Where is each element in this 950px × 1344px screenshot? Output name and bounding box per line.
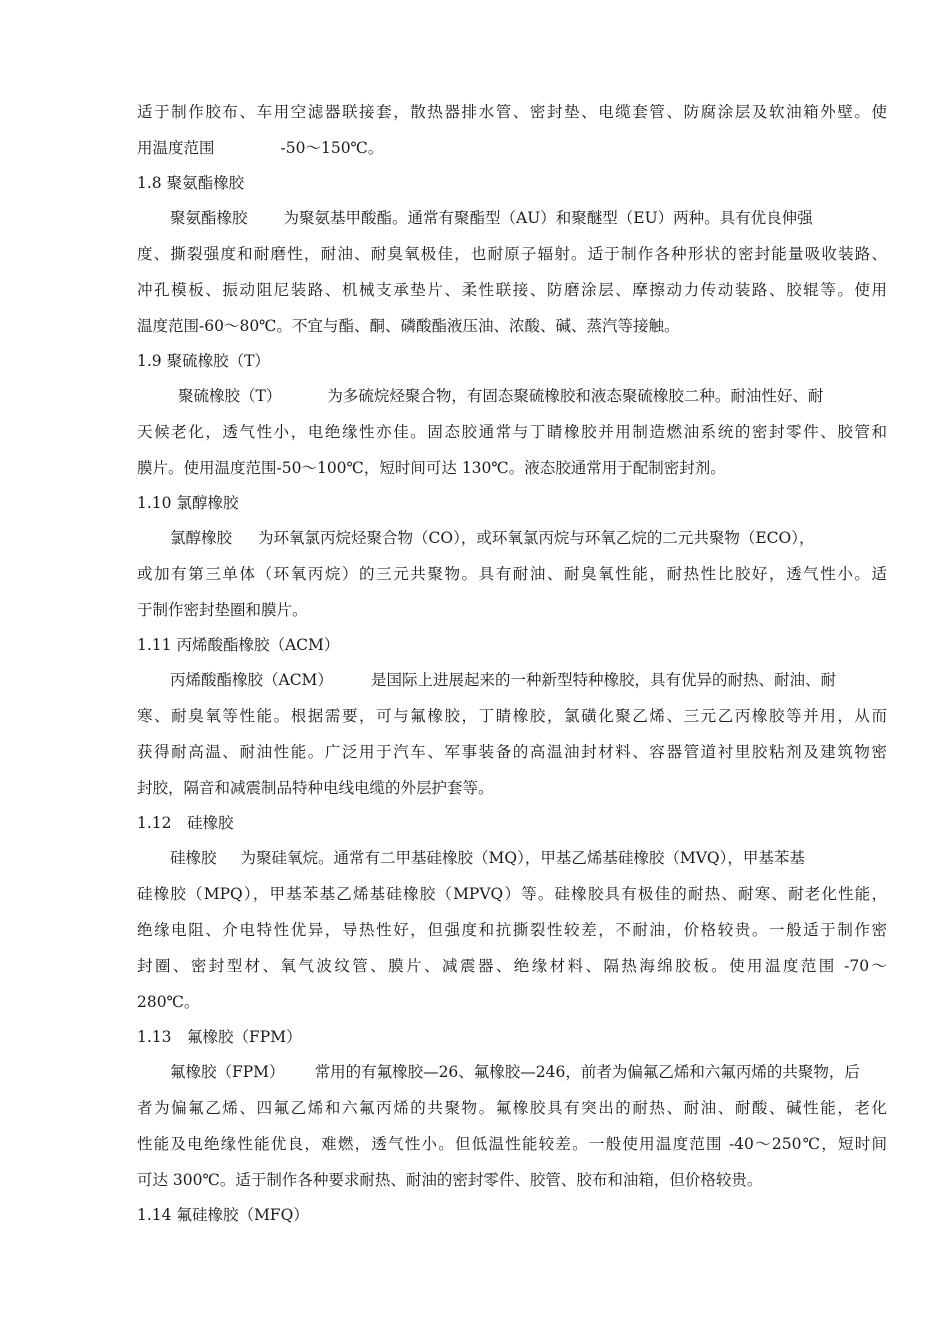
paragraph-line: 性能及电绝缘性能优良，难燃，透气性小。但低温性能较差。一般使用温度范围 -40～250℃，短时间: [137, 1135, 887, 1153]
text-run: 为聚硅氧烷。通常有二甲基硅橡胶（MQ），甲基乙烯基硅橡胶（MVQ），甲基苯基: [240, 849, 805, 867]
paragraph-line: 绝缘电阻、介电特性优异，导热性好，但强度和抗撕裂性较差，不耐油，价格较贵。一般适于制作密: [137, 921, 887, 939]
paragraph-line: [137, 520, 887, 556]
text-run: 为聚氨基甲酸酯。通常有聚酯型（AU）和聚醚型（EU）两种。具有优良伸强: [283, 209, 813, 227]
paragraph-line: 获得耐高温、耐油性能。广泛用于汽车、军事装备的高温油封材料、容器管道衬里胶粘剂及建筑物密: [137, 743, 887, 761]
paragraph-line: [137, 130, 887, 166]
term: 丙烯酸酯橡胶（ACM）: [170, 671, 333, 689]
section-heading: 1.13 氟橡胶（FPM）: [137, 1028, 302, 1046]
paragraph-line: 可达 300℃。适于制作各种要求耐热、耐油的密封零件、胶管、胶布和油箱，但价格较贵。: [137, 1171, 763, 1189]
document-body: [137, 94, 887, 1232]
text-run: 为多硫烷烃聚合物，有固态聚硫橡胶和液态聚硫橡胶二种。耐油性好、耐: [327, 387, 824, 405]
paragraph-line: [137, 840, 887, 876]
term: 硅橡胶: [170, 849, 217, 867]
section-heading: 1.14 氟硅橡胶（MFQ）: [137, 1206, 309, 1224]
term: 聚氨酯橡胶: [170, 209, 248, 227]
paragraph-line: 封圈、密封型材、氧气波纹管、膜片、减震器、绝缘材料、隔热海绵胶板。使用温度范围 -70～: [137, 957, 887, 975]
paragraph-line: 寒、耐臭氧等性能。根据需要，可与氟橡胶，丁睛橡胶，氯磺化聚乙烯、三元乙丙橡胶等并用，从而: [137, 707, 887, 725]
paragraph-line: 温度范围-60～80℃。不宜与酯、酮、磷酸酯液压油、浓酸、碱、蒸汽等接触。: [137, 317, 680, 335]
section-heading: 1.9 聚硫橡胶（T）: [137, 352, 270, 370]
paragraph-line: [137, 378, 887, 414]
text-run: -50～150℃。: [280, 139, 384, 157]
paragraph-line: [137, 1054, 887, 1090]
text-run: 为环氧氯丙烷烃聚合物（CO），或环氧氯丙烷与环氧乙烷的二元共聚物（ECO），: [258, 529, 815, 547]
section-heading: 1.11 丙烯酸酯橡胶（ACM）: [137, 636, 340, 654]
paragraph-line: 封胶，隔音和减震制品特种电线电缆的外层护套等。: [137, 779, 494, 797]
paragraph-line: 者为偏氟乙烯、四氟乙烯和六氟丙烯的共聚物。氟橡胶具有突出的耐热、耐油、耐酸、碱性能，老化: [137, 1099, 887, 1117]
paragraph-line: 或加有第三单体（环氧丙烷）的三元共聚物。具有耐油、耐臭氧性能，耐热性比胶好，透气性小。适: [137, 565, 887, 583]
term: 氯醇橡胶: [170, 529, 233, 547]
paragraph-line: 于制作密封垫圈和膜片。: [137, 601, 308, 619]
section-heading: 1.8 聚氨酯橡胶: [137, 174, 245, 192]
paragraph-line: 硅橡胶（MPQ），甲基苯基乙烯基硅橡胶（MPVQ）等。硅橡胶具有极佳的耐热、耐寒、耐老化性能，: [137, 885, 887, 903]
term: 聚硫橡胶（T）: [178, 387, 282, 405]
section-heading: 1.10 氯醇橡胶: [137, 494, 239, 512]
paragraph-line: [137, 200, 887, 236]
section-heading: 1.12 硅橡胶: [137, 814, 234, 832]
paragraph-line: 膜片。使用温度范围-50～100℃，短时间可达 130℃。液态胶通常用于配制密封剂。: [137, 459, 726, 477]
text-run: 常用的有氟橡胶—26、氟橡胶—246，前者为偏氟乙烯和六氟丙烯的共聚物，后: [314, 1063, 860, 1081]
term: 氟橡胶（FPM）: [170, 1063, 285, 1081]
paragraph-line: 280℃。: [137, 993, 200, 1011]
paragraph-line: 冲孔模板、振动阻尼装路、机械支承垫片、柔性联接、防磨涂层、摩擦动力传动装路、胶辊等。使用: [137, 281, 887, 299]
paragraph-line: 天候老化，透气性小，电绝缘性亦佳。固态胶通常与丁睛橡胶并用制造燃油系统的密封零件、胶管和: [137, 423, 887, 441]
paragraph-line: 度、撕裂强度和耐磨性，耐油、耐臭氧极佳，也耐原子辐射。适于制作各种形状的密封能量吸收装路、: [137, 245, 887, 263]
text-run: 用温度范围: [137, 139, 215, 157]
paragraph-line: [137, 662, 887, 698]
text-run: 是国际上进展起来的一种新型特种橡胶，具有优异的耐热、耐油、耐: [370, 671, 836, 689]
paragraph-line: 适于制作胶布、车用空滤器联接套，散热器排水管、密封垫、电缆套管、防腐涂层及软油箱外壁。使: [137, 103, 887, 121]
